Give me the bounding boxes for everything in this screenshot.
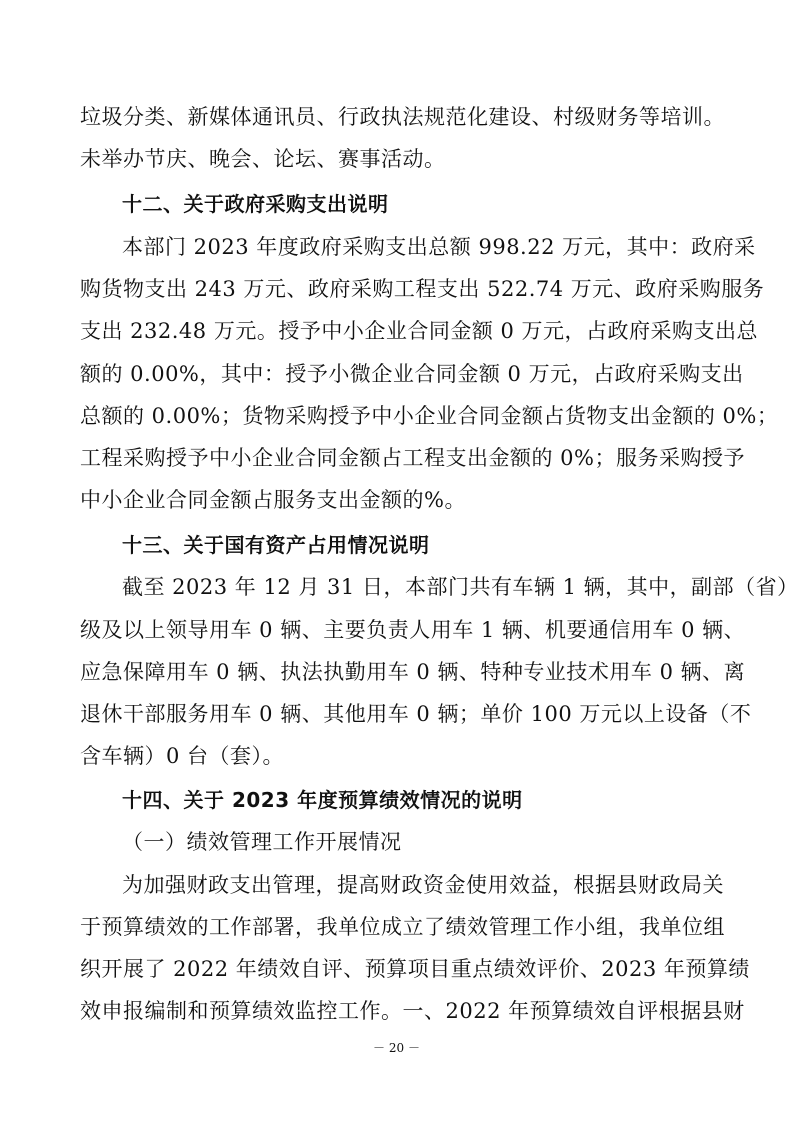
paragraph-line: 于预算绩效的工作部署，我单位成立了绩效管理工作小组，我单位组	[80, 915, 725, 939]
paragraph-line: 本部门 2023 年度政府采购支出总额 998.22 万元，其中：政府采	[122, 235, 756, 259]
paragraph-line: 织开展了 2022 年绩效自评、预算项目重点绩效评价、2023 年预算绩	[80, 957, 750, 981]
section-heading-13: 十三、关于国有资产占用情况说明	[122, 533, 430, 557]
subsection-heading: （一）绩效管理工作开展情况	[122, 830, 402, 854]
paragraph-line: 为加强财政支出管理，提高财政资金使用效益，根据县财政局关	[122, 873, 724, 897]
paragraph-line: 退休干部服务用车 0 辆、其他用车 0 辆；单价 100 万元以上设备（不	[80, 702, 752, 726]
section-heading-14: 十四、关于 2023 年度预算绩效情况的说明	[122, 788, 523, 812]
section-heading-12: 十二、关于政府采购支出说明	[122, 192, 389, 216]
paragraph-line: 购货物支出 243 万元、政府采购工程支出 522.74 万元、政府采购服务	[80, 277, 765, 301]
page-number: － 20 －	[373, 1041, 420, 1055]
paragraph-line: 级及以上领导用车 0 辆、主要负责人用车 1 辆、机要通信用车 0 辆、	[80, 618, 746, 642]
paragraph-line: 总额的 0.00%；货物采购授予中小企业合同金额占货物支出金额的 0%；	[80, 404, 779, 428]
paragraph-line: 含车辆）0 台（套）。	[80, 744, 285, 768]
paragraph-line: 工程采购授予中小企业合同金额占工程支出金额的 0%；服务采购授予	[80, 446, 745, 470]
paragraph-line: 效申报编制和预算绩效监控工作。一、2022 年预算绩效自评根据县财	[80, 999, 745, 1023]
paragraph-line: 应急保障用车 0 辆、执法执勤用车 0 辆、特种专业技术用车 0 辆、离	[80, 660, 746, 684]
paragraph-line: 中小企业合同金额占服务支出金额的%。	[80, 488, 466, 512]
paragraph-line: 截至 2023 年 12 月 31 日，本部门共有车辆 1 辆，其中，副部（省）	[122, 575, 799, 599]
paragraph-line: 未举办节庆、晚会、论坛、赛事活动。	[80, 147, 446, 171]
paragraph-line: 额的 0.00%，其中：授予小微企业合同金额 0 万元，占政府采购支出	[80, 362, 744, 386]
paragraph-line: 垃圾分类、新媒体通讯员、行政执法规范化建设、村级财务等培训。	[80, 105, 725, 129]
paragraph-line: 支出 232.48 万元。授予中小企业合同金额 0 万元，占政府采购支出总	[80, 319, 759, 343]
